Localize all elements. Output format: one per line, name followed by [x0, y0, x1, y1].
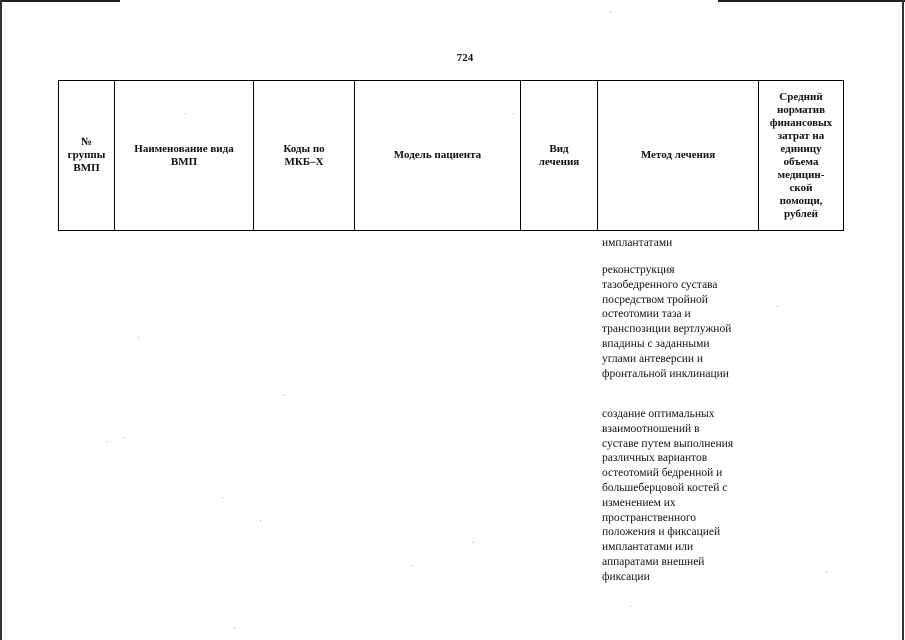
scan-speck	[123, 437, 124, 438]
scan-speck	[777, 306, 778, 307]
scan-speck	[630, 606, 631, 607]
method-entry-osteotomy: создание оптимальных взаимоотношений в суставе путем выполнения различных вариантов остеотомий бедренной и большеберцовой костей с изменением их пространственного положения и фиксацией имплантатами или аппаратами внешней фиксации	[602, 408, 734, 583]
scan-speck	[610, 12, 611, 13]
scan-speck	[412, 565, 413, 566]
scan-speck	[222, 497, 223, 498]
page-frame-left	[0, 0, 2, 640]
method-entry-hip-reconstruction: реконструкция тазобедренного сустава посредством тройной остеотомии таза и транспозиции вертлужной впадины с заданными углами антеверсии и фронтальной инклинации	[602, 264, 732, 380]
table-header-row	[59, 81, 844, 231]
scan-speck	[107, 441, 108, 442]
scan-speck	[472, 542, 473, 543]
header-treatment-type	[521, 81, 598, 231]
header-patient-model-label: Модель пациента	[393, 149, 482, 161]
header-patient-model	[355, 81, 521, 231]
header-icd-codes	[254, 81, 355, 231]
header-group-number-label: № группы ВМП	[67, 136, 106, 174]
scan-speck	[513, 113, 514, 114]
vmp-table-header	[58, 80, 844, 231]
header-vmp-type-name-label: Наименование вида ВМП	[134, 142, 234, 168]
scan-speck	[826, 571, 827, 572]
header-icd-codes-label: Коды по МКБ–Х	[283, 142, 325, 168]
page-frame-top-right	[718, 0, 905, 2]
scan-speck	[260, 520, 261, 521]
scan-speck	[185, 113, 186, 114]
header-treatment-type-label: Вид лечения	[538, 142, 580, 168]
page-frame-top-left	[0, 0, 120, 2]
scan-speck	[283, 395, 284, 396]
page-number: 724	[456, 52, 474, 64]
page-frame-right	[902, 0, 904, 640]
header-vmp-type-name	[115, 81, 254, 231]
scan-speck	[138, 337, 139, 338]
scan-speck	[234, 628, 235, 629]
header-treatment-method-label: Метод лечения	[640, 149, 716, 161]
header-treatment-method	[598, 81, 759, 231]
method-entry-implants: имплантатами	[602, 237, 673, 249]
header-average-cost-label: Средний норматив финансовых затрат на единицу объема медицин- ской помощи, рублей	[769, 90, 833, 220]
header-average-cost	[759, 81, 844, 231]
header-group-number	[59, 81, 115, 231]
